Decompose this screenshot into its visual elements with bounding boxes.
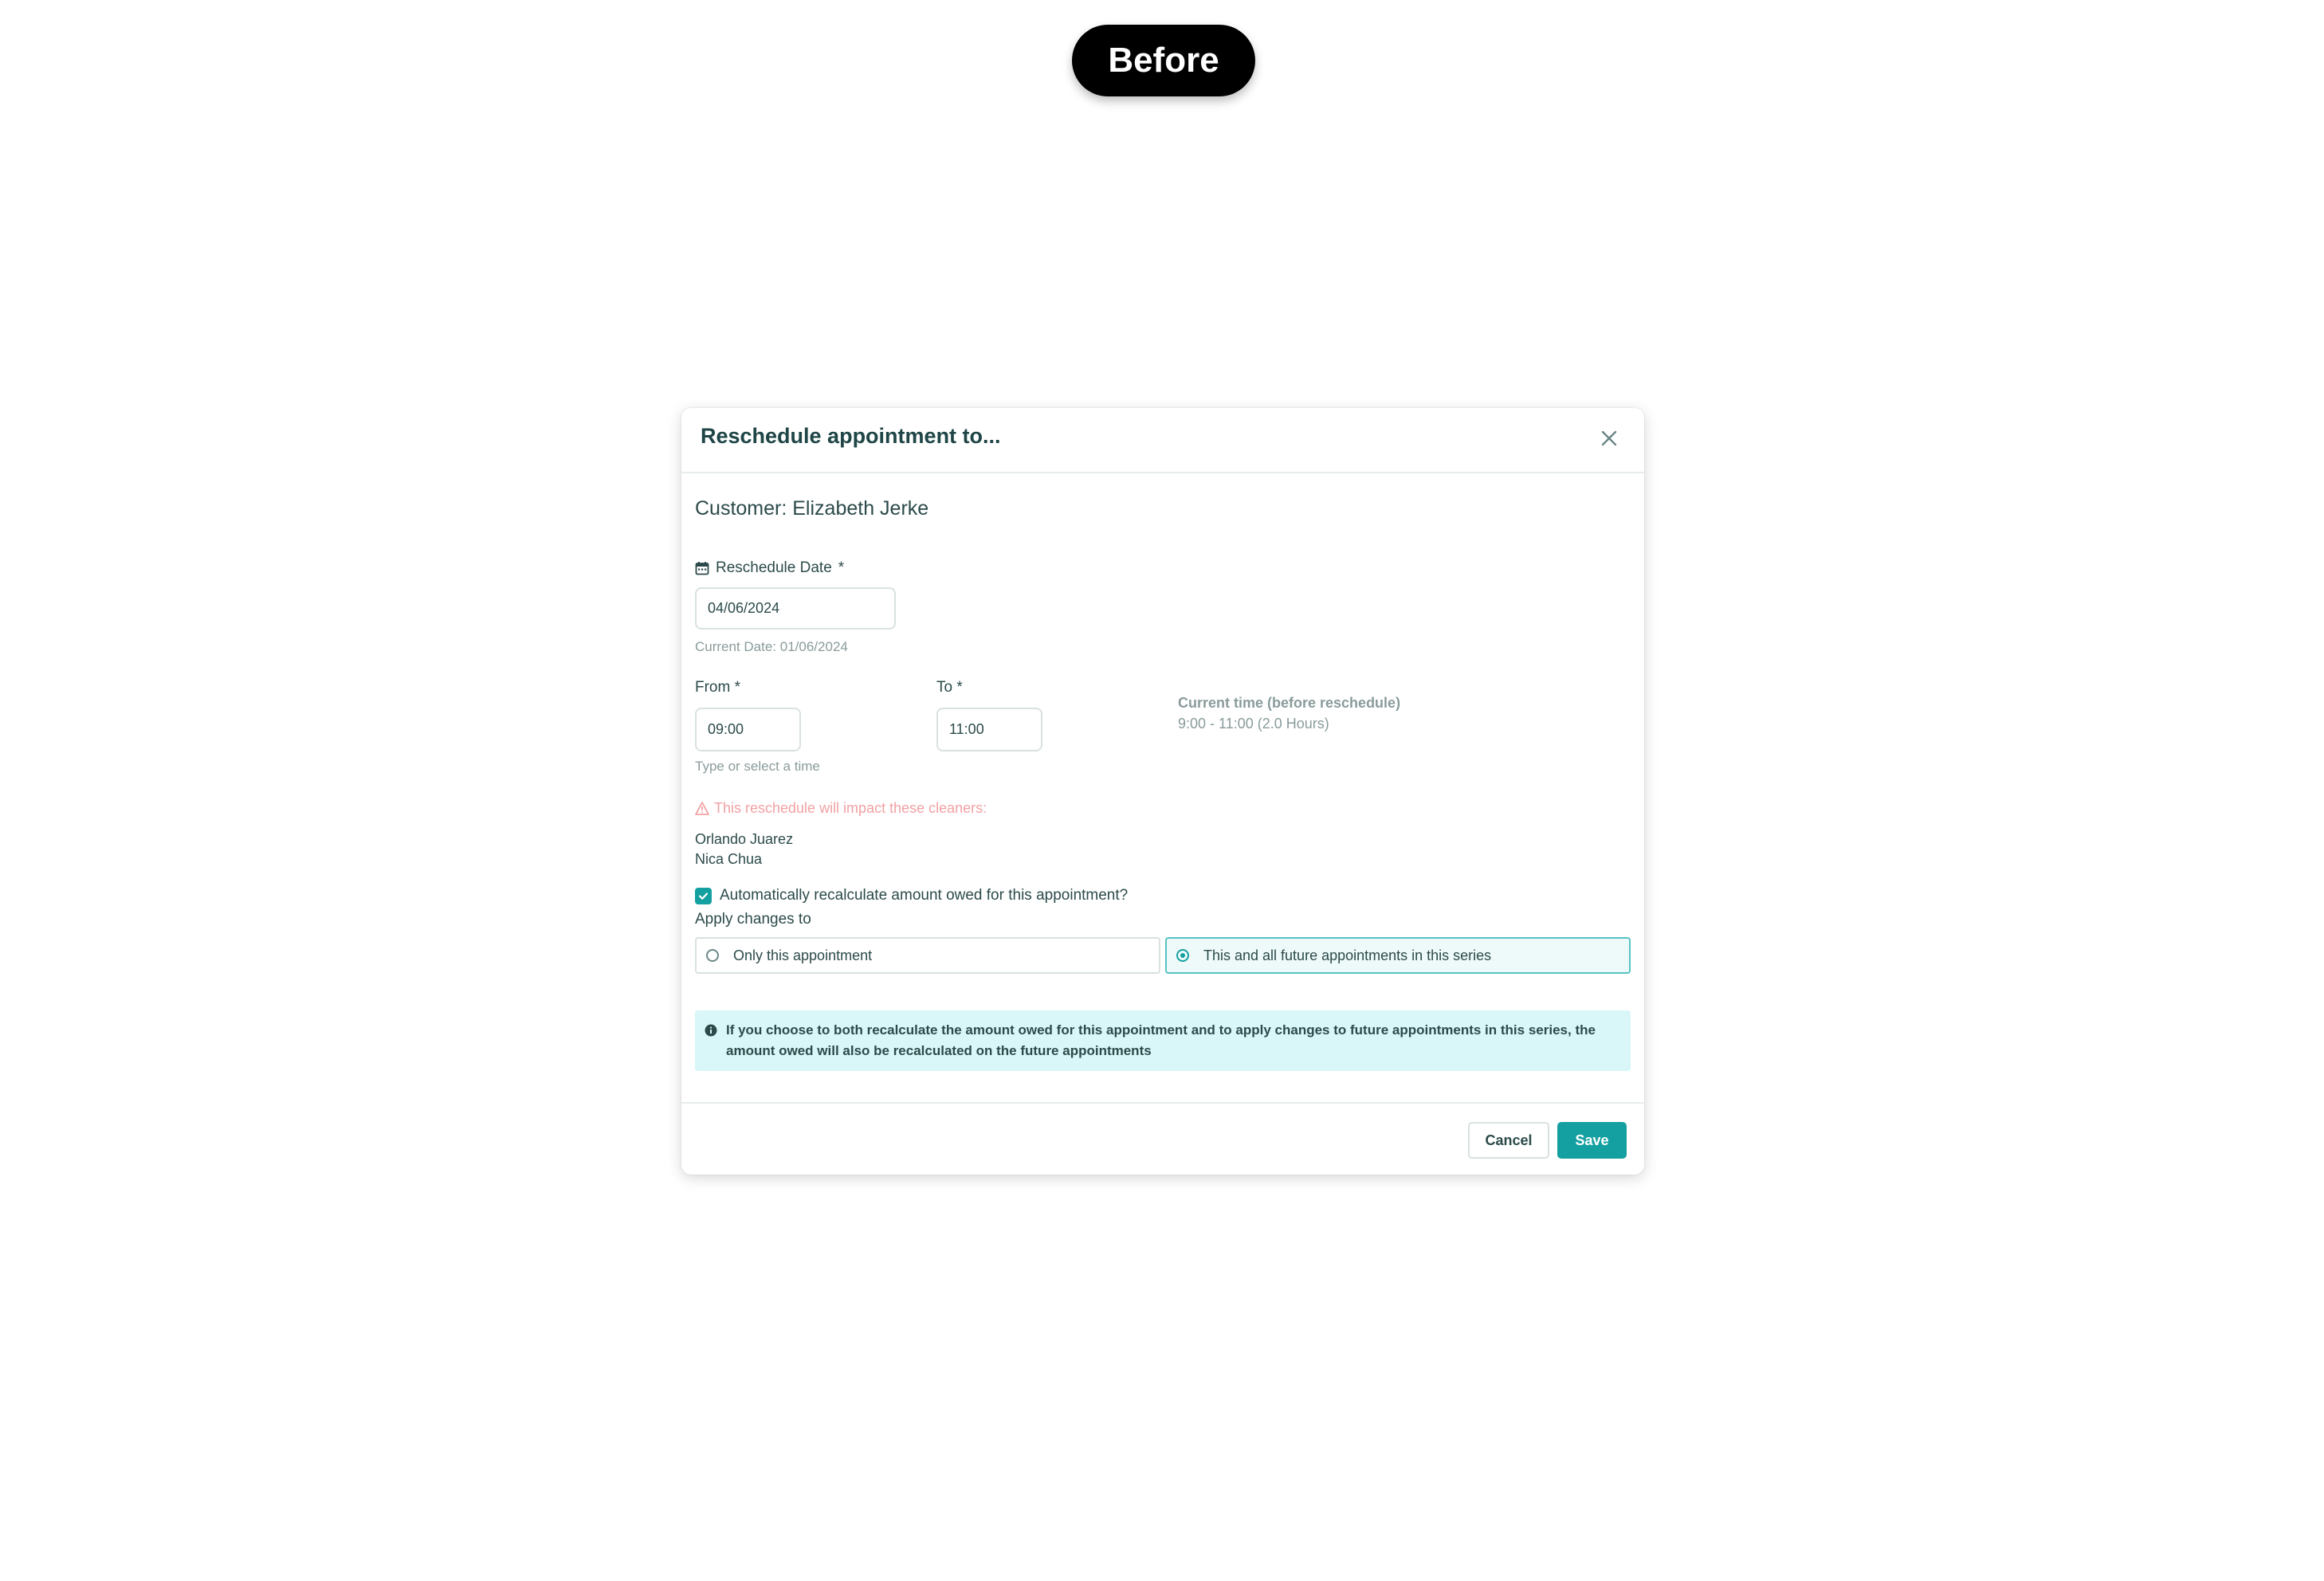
footer-divider — [681, 1102, 1644, 1104]
required-mark: * — [838, 559, 845, 576]
close-button[interactable] — [1598, 427, 1620, 449]
info-box — [695, 1010, 1631, 1071]
current-date: Current Date: 01/06/2024 — [695, 639, 848, 654]
impact-warning — [695, 800, 987, 817]
reschedule-date-label — [695, 559, 844, 577]
radio-button — [706, 949, 719, 962]
required-mark: * — [734, 679, 741, 696]
close-icon — [1598, 427, 1620, 449]
to-label — [936, 679, 963, 696]
to-time-input[interactable] — [936, 708, 1042, 751]
checkmark-icon — [697, 890, 709, 902]
apply-changes-label: Apply changes to — [695, 911, 811, 928]
info-text: If you choose to both recalculate the amount owed for this appointment and to apply changes to future appointments in this series, the amount owed will also be recalculated on the future appointments — [726, 1022, 1596, 1058]
reschedule-modal — [681, 408, 1644, 1175]
cancel-button[interactable]: Cancel — [1468, 1122, 1549, 1159]
cleaner-item: Orlando Juarez — [695, 831, 794, 847]
reschedule-date-text: Reschedule Date — [716, 559, 832, 576]
time-hint: Type or select a time — [695, 759, 820, 774]
from-time-input[interactable] — [695, 708, 801, 751]
modal-title: Reschedule appointment to... — [701, 424, 1001, 448]
option-all-future-appointments[interactable] — [1165, 937, 1631, 974]
radio-dot — [1180, 953, 1185, 958]
before-badge: Before — [1072, 25, 1255, 96]
modal-header — [681, 408, 1644, 473]
radio-button-selected — [1176, 949, 1189, 962]
option-only-this-appointment[interactable] — [695, 937, 1160, 974]
from-label — [695, 679, 740, 696]
warning-icon — [695, 802, 709, 815]
recalculate-label: Automatically recalculate amount owed for this appointment? — [720, 887, 1129, 904]
option-label: This and all future appointments in this series — [1203, 947, 1492, 963]
cleaner-item: Nica Chua — [695, 851, 763, 867]
from-label-text: From — [695, 679, 731, 696]
to-label-text: To — [936, 679, 953, 696]
calendar-icon — [695, 561, 709, 575]
reschedule-date-input[interactable] — [695, 587, 896, 630]
current-time-label: Current time (before reschedule) — [1178, 695, 1401, 711]
save-button[interactable]: Save — [1557, 1122, 1627, 1159]
customer-name: Customer: Elizabeth Jerke — [695, 497, 929, 520]
option-label: Only this appointment — [733, 947, 873, 963]
impact-warning-text: This reschedule will impact these cleaners: — [714, 800, 987, 816]
recalculate-checkbox[interactable] — [695, 888, 712, 904]
required-mark: * — [956, 679, 963, 696]
info-icon — [705, 1024, 717, 1037]
current-time-value: 9:00 - 11:00 (2.0 Hours) — [1178, 716, 1329, 732]
